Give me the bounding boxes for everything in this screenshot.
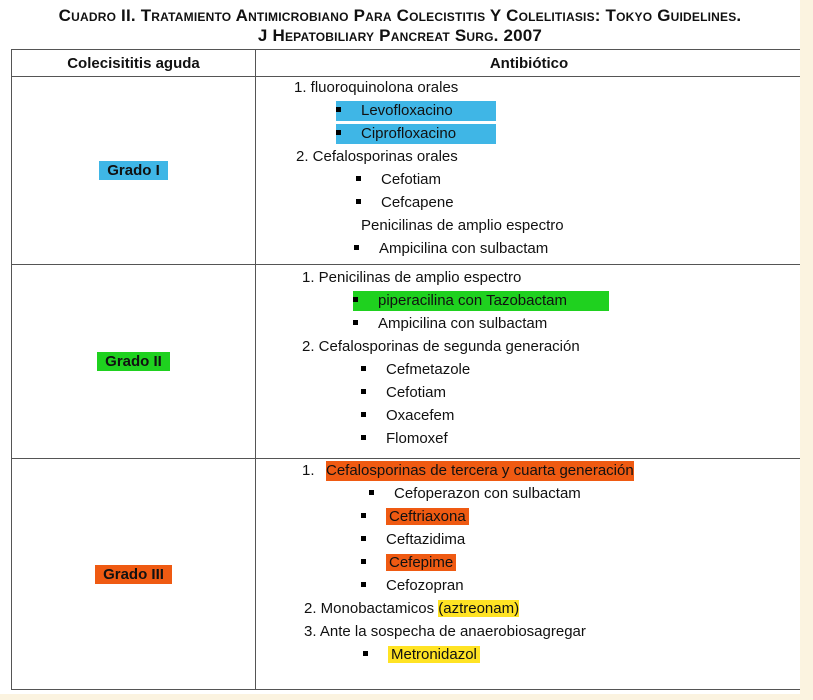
list-item: Cefepime (361, 553, 456, 573)
bullet-icon (356, 176, 361, 181)
antibiotic-list-cell (256, 265, 803, 459)
caption-line-1: Cuadro II. Tratamiento Antimicrobiano Para Colecistitis Y Colelitiasis: Tokyo Guidelines. (58, 6, 742, 25)
list-item: 2. Cefalosporinas de segunda generación (302, 338, 580, 355)
bullet-icon (361, 559, 366, 564)
bullet-icon (361, 536, 366, 541)
list-item: Cefoperazon con sulbactam (369, 484, 581, 504)
list-item: 1. Penicilinas de amplio espectro (302, 269, 522, 286)
list-item: Oxacefem (361, 406, 454, 426)
list-item: Levofloxacino (336, 101, 496, 121)
antimicrobial-table (11, 49, 803, 690)
list-item: Ampicilina con sulbactam (354, 239, 548, 259)
bullet-icon (353, 320, 358, 325)
grade-label-1: Grado I (99, 161, 168, 180)
list-item: Ceftriaxona (361, 507, 469, 527)
bullet-icon (361, 435, 366, 440)
bullet-icon (361, 582, 366, 587)
list-item: Cefotiam (361, 383, 446, 403)
list-item: Cefcapene (356, 193, 454, 213)
bullet-icon (354, 245, 359, 250)
grade-cell (12, 265, 256, 459)
header-row (12, 50, 803, 77)
list-item: 3. Ante la sospecha de anaerobiosagregar (304, 623, 586, 640)
list-item: 2. Cefalosporinas orales (296, 148, 458, 165)
list-item-number: 1. (302, 462, 315, 479)
bullet-icon (361, 513, 366, 518)
bullet-icon (336, 130, 341, 135)
header-antibiotico: Antibiótico (256, 50, 803, 77)
list-item: Metronidazol (363, 645, 480, 665)
list-item: Ampicilina con sulbactam (353, 314, 547, 334)
list-item: Ciprofloxacino (336, 124, 496, 144)
list-item: 2. Monobactamicos (aztreonam) (304, 600, 520, 617)
bullet-icon (336, 107, 341, 112)
bullet-icon (361, 366, 366, 371)
antibiotic-list-cell (256, 77, 803, 265)
page-margin-bottom (0, 694, 813, 700)
list-item: Cefotiam (356, 170, 441, 190)
page-margin (800, 0, 813, 700)
antibiotic-list-cell (256, 459, 803, 690)
list-item: 1. fluoroquinolona orales (294, 79, 459, 96)
list-item: piperacilina con Tazobactam (353, 291, 609, 311)
table-row-grado-2 (12, 265, 803, 459)
bullet-icon (361, 389, 366, 394)
header-colecistitis: Colecisititis aguda (12, 50, 256, 77)
bullet-icon (369, 490, 374, 495)
table-row-grado-1 (12, 77, 803, 265)
caption-line-2: J Hepatobiliary Pancreat Surg. 2007 (257, 26, 543, 45)
table-row-grado-3 (12, 459, 803, 690)
table-caption (0, 6, 800, 46)
bullet-icon (361, 412, 366, 417)
grade-cell (12, 77, 256, 265)
bullet-icon (353, 297, 358, 302)
grade-label-2: Grado II (97, 352, 170, 371)
grade-label-3: Grado III (95, 565, 172, 584)
bullet-icon (356, 199, 361, 204)
list-item: Cefmetazole (361, 360, 470, 380)
bullet-icon (363, 651, 368, 656)
list-item: Penicilinas de amplio espectro (361, 217, 564, 234)
list-item: Flomoxef (361, 429, 448, 449)
list-item: Cefozopran (361, 576, 464, 596)
grade-cell (12, 459, 256, 690)
list-item: Cefalosporinas de tercera y cuarta generación (326, 462, 634, 479)
list-item: Ceftazidima (361, 530, 465, 550)
